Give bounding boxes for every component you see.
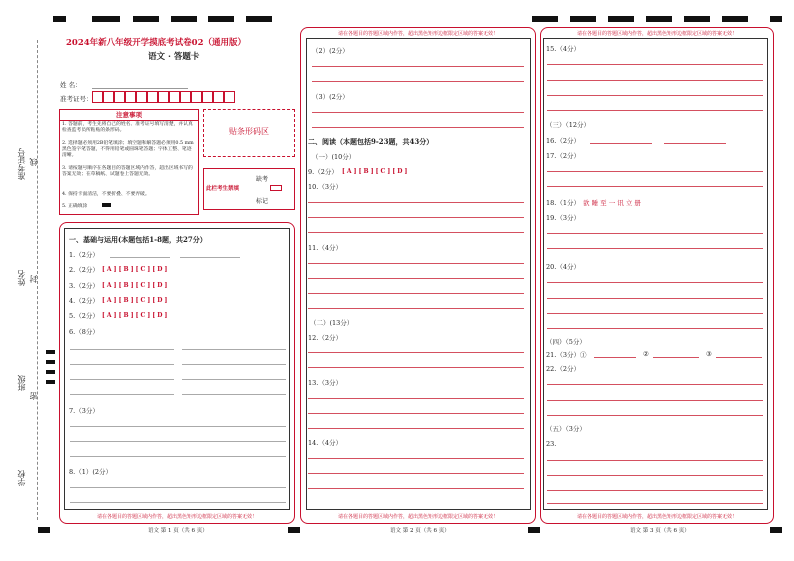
question-21: 21.（3分）① (546, 351, 587, 359)
answer-line[interactable] (547, 233, 763, 234)
answer-line[interactable] (308, 293, 524, 294)
answer-line[interactable] (70, 502, 286, 503)
question-19: 19.（3分） (546, 214, 580, 222)
answer-line[interactable] (308, 232, 524, 233)
answer-frame-col3 (543, 38, 768, 510)
top-marker (722, 16, 748, 22)
answer-line[interactable] (590, 143, 652, 144)
question-7: 7.（3分） (69, 407, 99, 415)
answer-line[interactable] (70, 456, 286, 457)
question-23: 23. (546, 440, 557, 448)
question-9: 9.（2分） (308, 168, 338, 176)
answer-line[interactable] (308, 398, 524, 399)
top-marker (570, 16, 596, 22)
answer-line[interactable] (70, 379, 174, 380)
question-21-c: ③ (706, 350, 712, 358)
answer-line[interactable] (182, 349, 286, 350)
missing-exam-label: 缺考 (256, 176, 269, 183)
answer-line[interactable] (547, 503, 763, 504)
page-footer-3: 语文 第 3 页（共 6 页） (630, 528, 690, 534)
question-20: 20.（4分） (546, 263, 580, 271)
answer-line[interactable] (308, 413, 524, 414)
question-3: 3.（2分） (69, 282, 99, 290)
answer-line[interactable] (308, 488, 524, 489)
answer-line[interactable] (70, 349, 174, 350)
ticket-number-cells[interactable] (92, 91, 235, 103)
question-11: 11.（4分） (308, 244, 342, 252)
question-15: 15.（4分） (546, 45, 580, 53)
answer-line[interactable] (653, 357, 699, 358)
answer-line[interactable] (547, 400, 763, 401)
side-marker (46, 360, 55, 364)
subsection-1: （一）(10分） (312, 153, 356, 161)
answer-line[interactable] (547, 80, 763, 81)
answer-line[interactable] (547, 460, 763, 461)
notice-example: 5. 正确填涂 (62, 204, 88, 209)
answer-line[interactable] (547, 415, 763, 416)
answer-line[interactable] (547, 171, 763, 172)
side-label-school: 学校 (17, 470, 26, 486)
top-marker (171, 16, 197, 22)
answer-line[interactable] (547, 298, 763, 299)
page-footer-2: 语文 第 2 页（共 6 页） (390, 528, 450, 534)
question-1: 1.（2分） (69, 251, 99, 259)
question-12: 12.（2分） (308, 334, 342, 342)
missing-exam-bubble[interactable] (270, 185, 282, 191)
answer-line[interactable] (308, 458, 524, 459)
top-marker (684, 16, 710, 22)
answer-line[interactable] (70, 487, 286, 488)
answer-line[interactable] (547, 95, 763, 96)
answer-line[interactable] (70, 426, 286, 427)
answer-line[interactable] (312, 66, 524, 67)
answer-line[interactable] (594, 357, 636, 358)
answer-line[interactable] (308, 217, 524, 218)
notice-item: 4. 保持卡面清洁，不要折叠、不要弄破。 (62, 192, 150, 197)
question-8-3: （3）(2分） (312, 93, 349, 101)
answer-line[interactable] (70, 394, 174, 395)
ticket-label: 准考证号： (60, 95, 93, 103)
question-21-b: ② (643, 350, 649, 358)
answer-line[interactable] (312, 81, 524, 82)
name-label: 姓 名： (60, 81, 82, 89)
answer-line[interactable] (312, 127, 524, 128)
choice-options[interactable]: [ A ] [ B ] [ C ] [ D ] (102, 266, 168, 273)
question-18: 18.（1分） (546, 199, 580, 207)
side-label-name: 姓名 (17, 270, 26, 286)
notice-item: 3. 请按题号顺序在各题目的答题区域内作答，超出区域书写的答案无效；在草稿纸、试题卷上答题无效。 (62, 166, 193, 178)
section-1-heading: 一、基础与运用(本题包括1-8题，共27分） (69, 235, 207, 244)
answer-line[interactable] (547, 64, 763, 65)
choice-options[interactable]: [ A ] [ B ] [ C ] [ D ] (102, 312, 168, 319)
notice-item: 1. 答题前，考生先将自己的姓名、准考证号填写清楚，并认真检查监考员所粘贴的条形码。 (62, 122, 193, 134)
question-5: 5.（2分） (69, 312, 99, 320)
answer-line[interactable] (308, 263, 524, 264)
section-2-heading: 二、阅读（本题包括9-23题，共43分） (308, 137, 434, 146)
answer-line[interactable] (70, 441, 286, 442)
answer-line[interactable] (70, 364, 174, 365)
boundary-note: 请在各题目的答题区域内作答，超出黑色矩形边框限定区域的答案无效！ (337, 514, 498, 520)
notice-item: 2. 选择题必须用2B铅笔填涂；填空题和解答题必须用0.5 mm黑色签字笔答题，不得用铅笔或圆珠笔答题；字体工整、笔迹清晰。 (62, 141, 194, 159)
question-16: 16.（2分） (546, 137, 580, 145)
question-8-2: （2）(2分） (312, 47, 349, 55)
top-marker (92, 16, 120, 22)
answer-line[interactable] (182, 364, 286, 365)
top-marker (770, 16, 782, 22)
bottom-marker (38, 527, 50, 533)
side-label-secret: 密 (29, 392, 38, 400)
boundary-note: 请在各题目的答题区域内作答，超出黑色矩形边框限定区域的答案无效！ (96, 514, 257, 520)
barcode-label: 贴条形码区 (229, 127, 269, 136)
mark-label: 标记 (256, 198, 269, 205)
answer-line[interactable] (308, 367, 524, 368)
question-18-text: 欲 睡 至 一 讯 立 册 (583, 199, 641, 207)
subsection-5: （五）（3分） (546, 425, 586, 433)
answer-line[interactable] (547, 384, 763, 385)
answer-line[interactable] (547, 490, 763, 491)
boundary-note: 请在各题目的答题区域内作答，超出黑色矩形边框限定区域的答案无效！ (337, 31, 498, 37)
top-marker (133, 16, 159, 22)
side-label-line: 线 (29, 158, 38, 166)
subsection-4: （四）（5分） (546, 338, 586, 346)
boundary-note: 请在各题目的答题区域内作答，超出黑色矩形边框限定区域的答案无效！ (576, 31, 737, 37)
question-4: 4.（2分） (69, 297, 99, 305)
page-footer-1: 语文 第 1 页（共 6 页） (148, 528, 208, 534)
answer-line[interactable] (308, 202, 524, 203)
answer-line[interactable] (308, 308, 524, 309)
question-22: 22.（2分） (546, 365, 580, 373)
top-marker (646, 16, 672, 22)
side-label-ticket: 准考证号 (17, 148, 26, 180)
choice-options[interactable]: [ A ] [ B ] [ C ] [ D ] (102, 282, 168, 289)
missing-exam-note: 此栏考生禁填 (206, 186, 240, 192)
subsection-2: （二）(13分） (310, 319, 354, 327)
question-17: 17.（2分） (546, 152, 580, 160)
answer-line[interactable] (110, 257, 170, 258)
top-marker (53, 16, 66, 22)
boundary-note: 请在各题目的答题区域内作答，超出黑色矩形边框限定区域的答案无效！ (576, 514, 737, 520)
answer-line[interactable] (547, 475, 763, 476)
bottom-marker (288, 527, 300, 533)
question-10: 10.（3分） (308, 183, 342, 191)
top-marker (608, 16, 634, 22)
answer-line[interactable] (182, 379, 286, 380)
question-14: 14.（4分） (308, 439, 342, 447)
notice-title: 注意事项 (59, 110, 199, 121)
answer-line[interactable] (308, 428, 524, 429)
answer-line[interactable] (547, 186, 763, 187)
answer-line[interactable] (308, 278, 524, 279)
question-13: 13.（3分） (308, 379, 342, 387)
answer-line[interactable] (547, 313, 763, 314)
top-marker (208, 16, 234, 22)
question-6: 6.（8分） (69, 328, 99, 336)
answer-line[interactable] (664, 143, 726, 144)
answer-line[interactable] (547, 248, 763, 249)
answer-line[interactable] (716, 357, 762, 358)
answer-line[interactable] (547, 282, 763, 283)
answer-line[interactable] (547, 110, 763, 111)
subsection-3: （三）（12分） (546, 121, 591, 129)
answer-line[interactable] (308, 473, 524, 474)
side-marker (46, 350, 55, 354)
choice-options[interactable]: [ A ] [ B ] [ C ] [ D ] (342, 168, 408, 175)
top-marker (532, 16, 558, 22)
bottom-marker (770, 527, 782, 533)
question-8-1: 8.（1）(2分） (69, 468, 113, 476)
side-marker (46, 380, 55, 384)
answer-line[interactable] (547, 328, 763, 329)
question-2: 2.（2分） (69, 266, 99, 274)
answer-line[interactable] (308, 352, 524, 353)
side-marker (46, 370, 55, 374)
name-field[interactable] (92, 88, 188, 89)
answer-line[interactable] (180, 257, 240, 258)
page-title: 2024年新八年级开学摸底考试卷02（通用版） (66, 38, 246, 48)
side-label-class: 班级 (17, 375, 26, 391)
filled-bubble-example (102, 203, 111, 207)
top-marker (246, 16, 272, 22)
side-label-seal: 封 (29, 275, 38, 283)
answer-line[interactable] (182, 394, 286, 395)
bottom-marker (528, 527, 540, 533)
choice-options[interactable]: [ A ] [ B ] [ C ] [ D ] (102, 297, 168, 304)
page-subtitle: 语文 · 答题卡 (148, 52, 200, 62)
answer-line[interactable] (312, 112, 524, 113)
